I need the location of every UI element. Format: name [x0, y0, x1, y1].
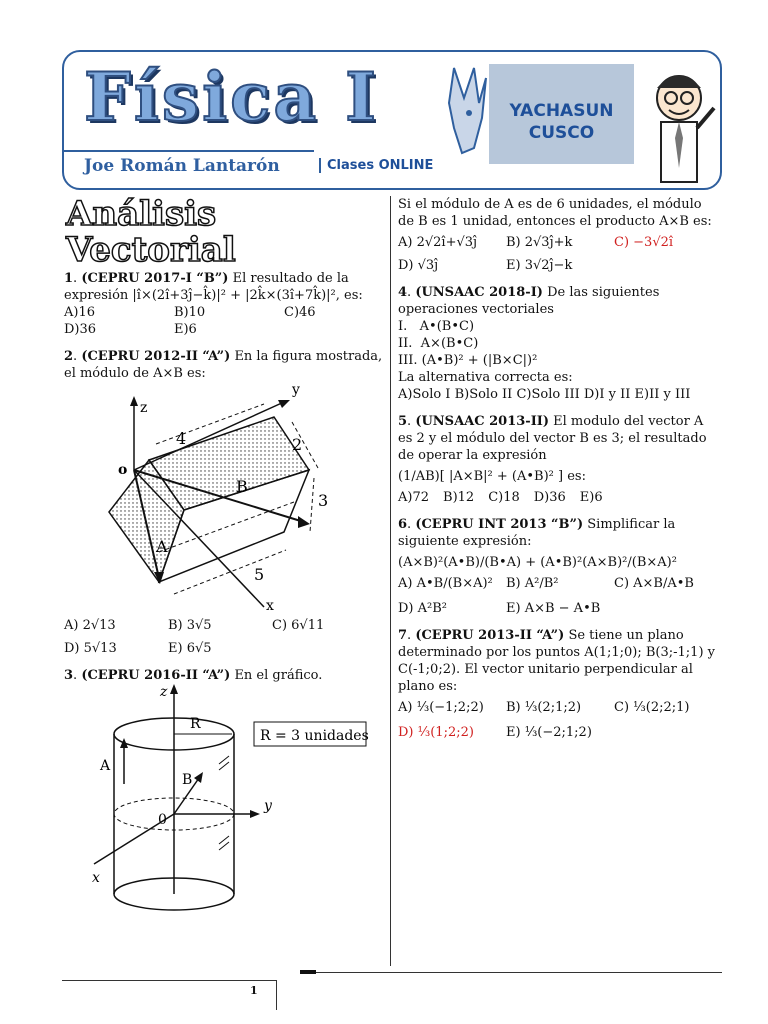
q2-label-A: A [156, 537, 168, 556]
q4-item-1: I. A•(B•C) [398, 319, 475, 334]
q3-cylinder-figure [64, 684, 374, 914]
q4-options: A)Solo I B)Solo II C)Solo III D)I y II E)II y III [398, 387, 691, 402]
q3b-option-b: B) 2√3ĵ+k [506, 235, 573, 250]
q3b-text: Si el módulo de A es de 6 unidades, el módulo de B es 1 unidad, entonces el producto A×B es: [398, 197, 712, 229]
q4-ask: La alternativa correcta es: [398, 370, 573, 385]
question-3: 3. (CEPRU 2016-II “A”) En el gráfico. z y x 0 R A B R = 3 unidades [64, 667, 384, 919]
q5-number: 5 [398, 414, 408, 429]
q3-label-y: y [264, 798, 272, 814]
q7-option-c: C) ⅓(2;2;1) [614, 700, 690, 715]
q6-expression: (A×B)²(A•B)/(B•A) + (A•B)²(A×B)²/(B×A)² [398, 555, 677, 570]
q1-option-e: E)6 [174, 322, 197, 337]
q4-number: 4 [398, 285, 408, 300]
question-5: 5. (UNSAAC 2013-II) El modulo del vector A es 2 y el módulo del vector B es 3; el resultado de operar la expresión (1/AB)[ |A×B|² + (A•B)² ] es: A)72 B)12 C)18 D)36 E)6 [398, 413, 720, 506]
q2-prism-figure [64, 382, 364, 612]
q3-label-R: R [190, 716, 201, 732]
q4-source: (UNSAAC 2018-I) [415, 285, 543, 300]
badge-line-2: CUSCO [528, 123, 595, 143]
q1-option-a: A)16 [64, 305, 96, 320]
question-3-continued [398, 196, 720, 274]
q6-option-c: C) A×B/A•B [614, 576, 694, 591]
question-2: 2. (CEPRU 2012-II “A”) En la figura mostrada, el módulo de A×B es: z y x o A B 4 2 3 5 A) 2√13 B) 3√5 C) 6√11 D) 5√13 E) 6√5 [64, 349, 383, 656]
q7-option-a: A) ⅓(−1;2;2) [398, 700, 484, 715]
q4-item-3: III. (A•B)² + (|B×C|)² [398, 353, 538, 368]
footer-dash [300, 970, 316, 974]
q1-option-b: B)10 [174, 305, 206, 320]
q6-option-d: D) A²B² [398, 601, 447, 616]
q2-label-y: y [292, 382, 300, 398]
q7-option-b: B) ⅓(2;1;2) [506, 700, 582, 715]
q2-label-3: 3 [318, 491, 329, 510]
q5-option-b: B)12 [443, 490, 475, 505]
q5-option-e: E)6 [579, 490, 603, 505]
q2-label-z: z [140, 400, 148, 416]
question-6: 6. (CEPRU INT 2013 “B”) Simplificar la siguiente expresión: (A×B)²(A•B)/(B•A) + (A•B)²(A×B)²/(B×A)² A) A•B/(B×A)² B) A²/B² C) A×B/A•B D) A²B² E) A×B − A•B [398, 516, 720, 617]
footer-rule [300, 972, 722, 973]
q5-expression: (1/AB)[ |A×B|² + (A•B)² ] es: [398, 469, 586, 484]
q2-text: En la figura mostrada, el módulo de A×B es: [64, 349, 383, 381]
q3b-option-d: D) √3ĵ [398, 258, 439, 273]
author-name: Joe Román Lantarón [84, 156, 280, 176]
q5-option-a: A)72 [398, 490, 430, 505]
q2-label-2: 2 [292, 435, 303, 454]
q6-option-b: B) A²/B² [506, 576, 559, 591]
q1-source: (CEPRU 2017-I “B”) [81, 271, 229, 286]
q2-option-e: E) 6√5 [168, 641, 212, 656]
q5-text: El modulo del vector A es 2 y el módulo del vector B es 3; el resultado de operar la expresión [398, 414, 707, 463]
q3-text: En el gráfico. [234, 668, 323, 683]
page-number-divider [276, 980, 277, 1010]
q5-source: (UNSAAC 2013-II) [415, 414, 550, 429]
section-title: Análisis Vectorial [66, 194, 236, 270]
q3b-option-a: A) 2√2î+√3ĵ [398, 235, 478, 250]
q1-option-d: D)36 [64, 322, 97, 337]
q7-option-e: E) ⅓(−2;1;2) [506, 725, 592, 740]
q3-label-z: z [160, 684, 168, 700]
q2-option-d: D) 5√13 [64, 641, 117, 656]
left-column [64, 196, 384, 929]
course-title: Física I [84, 58, 379, 136]
q3b-option-c: C) −3√2î [614, 235, 674, 250]
column-divider [390, 196, 391, 966]
question-1: 1. (CEPRU 2017-I “B”) El resultado de la expresión |î×(2î+3ĵ−k̂)|² + |2k̂×(3î+7k̂)|², es: A)16 B)10 C)46 D)36 E)6 [64, 270, 384, 338]
q2-label-o: o [118, 462, 128, 478]
q2-label-x: x [266, 598, 274, 612]
q2-label-5: 5 [254, 565, 265, 584]
q3-radius-box: R = 3 unidades [260, 728, 369, 744]
q2-option-a: A) 2√13 [64, 618, 116, 633]
right-column [398, 196, 720, 751]
q4-text: De las siguientes operaciones vectoriales [398, 285, 660, 317]
q2-label-4: 4 [176, 429, 187, 448]
q4-item-2: II. A×(B•C) [398, 336, 479, 351]
q2-option-c: C) 6√11 [272, 618, 325, 633]
q2-source: (CEPRU 2012-II “A”) [81, 349, 231, 364]
q2-option-b: B) 3√5 [168, 618, 212, 633]
q3-label-A: A [100, 758, 111, 774]
q2-label-B: B [236, 477, 248, 496]
q1-option-c: C)46 [284, 305, 316, 320]
yachasun-badge [489, 64, 634, 164]
q7-text: Se tiene un plano determinado por los puntos A(1;1;0); B(3;-1;1) y C(-1;0;2). El vector unitario perpendicular al plano es: [398, 628, 715, 694]
header-separator [64, 150, 314, 152]
q6-source: (CEPRU INT 2013 “B”) [415, 517, 584, 532]
q5-option-c: C)18 [488, 490, 520, 505]
page-number: 1 [250, 984, 258, 997]
q7-option-d: D) ⅓(1;2;2) [398, 725, 474, 740]
q6-option-e: E) A×B − A•B [506, 601, 601, 616]
online-label: Clases ONLINE [319, 158, 433, 173]
q3b-option-e: E) 3√2ĵ−k [506, 258, 573, 273]
q7-source: (CEPRU 2013-II “A”) [415, 628, 565, 643]
q3-label-x: x [92, 870, 100, 886]
page-number-rule [62, 980, 276, 981]
q3-label-B: B [182, 772, 193, 788]
question-7: 7. (CEPRU 2013-II “A”) Se tiene un plano determinado por los puntos A(1;1;0); B(3;-1;1) y C(-1;0;2). El vector unitario perpendicular al plano es: A) ⅓(−1;2;2) B) ⅓(2;1;2) C) ⅓(2;2;1) D) ⅓(1;2;2) E) ⅓(−2;1;2) [398, 627, 720, 741]
q7-number: 7 [398, 628, 408, 643]
header-banner [62, 50, 722, 190]
q2-number: 2 [64, 349, 74, 364]
professor-cartoon-icon [639, 58, 719, 188]
q6-number: 6 [398, 517, 408, 532]
q6-text: Simplificar la siguiente expresión: [398, 517, 676, 549]
question-4: 4. (UNSAAC 2018-I) De las siguientes operaciones vectoriales I. A•(B•C) II. A×(B•C) III. (A•B)² + (|B×C|)² La alternativa correcta es: A)Solo I B)Solo II C)Solo III D)I y II E)II y III [398, 284, 720, 403]
q3-source: (CEPRU 2016-II “A”) [81, 668, 231, 683]
q1-text: El resultado de la expresión |î×(2î+3ĵ−k̂)|² + |2k̂×(3î+7k̂)|², es: [64, 271, 363, 303]
q1-number: 1 [64, 271, 74, 286]
q3-number: 3 [64, 668, 74, 683]
q6-option-a: A) A•B/(B×A)² [398, 576, 493, 591]
q5-option-d: D)36 [533, 490, 566, 505]
q3-label-origin: 0 [158, 812, 167, 828]
badge-line-1: YACHASUN [509, 101, 614, 121]
